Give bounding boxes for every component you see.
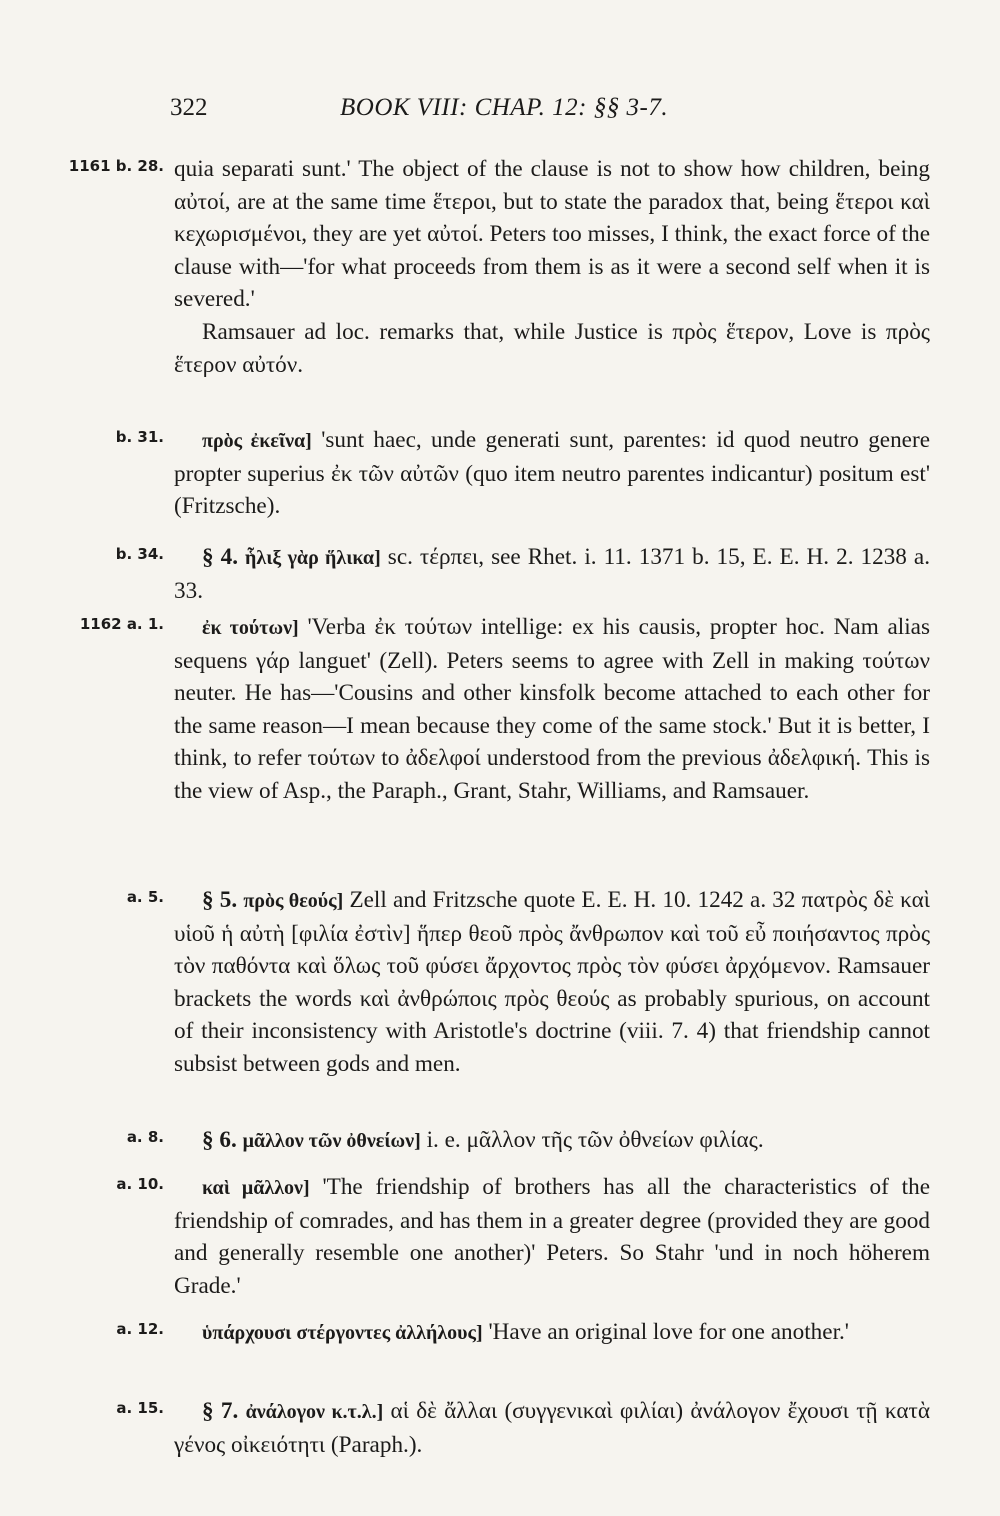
- note-body: [174, 1316, 930, 1350]
- section-mark: § 7.: [202, 1398, 239, 1424]
- lemma: πρὸς ἐκεῖνα]: [202, 430, 312, 452]
- note-body: [174, 153, 930, 381]
- line-reference: b. 34.: [115, 545, 164, 563]
- note-text: 'The friendship of brothers has all the characteristics of the friendship of comrades, and has them in a greater degree (provided they are good and generally resemble one another)' Peters. So Stahr 'und in noch höherem Grade.': [174, 1174, 931, 1299]
- note-paragraph: [174, 424, 930, 523]
- note-body: [174, 1171, 930, 1302]
- lemma: καὶ μᾶλλον]: [202, 1177, 310, 1199]
- section-mark: § 4.: [202, 544, 239, 570]
- lemma: ὑπάρχουσι στέργοντες ἀλλήλους]: [202, 1322, 483, 1344]
- note-paragraph: [174, 1395, 930, 1461]
- note-paragraph: Ramsauer ad loc. remarks that, while Justice is πρὸς ἕτερον, Love is πρὸς ἕτερον αὐτόν.: [174, 318, 930, 378]
- line-reference: 1162 a. 1.: [79, 615, 164, 633]
- note-text: 'sunt haec, unde generati sunt, parentes: id quod neutro genere propter superius ἐκ τῶν αὐτῶν (quo item neutro parentes indicantur) positum est' (Fritzsche).: [174, 427, 930, 520]
- note-text: Zell and Fritzsche quote E. E. H. 10. 1242 a. 32 πατρὸς δὲ καὶ υἱοῦ ἡ αὐτὴ [φιλία ἐστὶν] ἥπερ θεοῦ πρὸς ἄνθρωπον καὶ τοῦ εὖ ποιήσαντος πρὸς τὸν παθόντα καὶ ὅλως τοῦ φύσει ἄρχοντος πρὸς τὸν φύσει ἀρχόμενον. Ramsauer brackets the words καὶ ἀνθρώποις πρὸς θεούς as probably spurious, on account of their inconsistency with Aristotle's doctrine (viii. 7. 4) that friendship cannot subsist between gods and men.: [174, 887, 931, 1077]
- note-body: [174, 541, 930, 607]
- note-body: [174, 424, 930, 523]
- lemma: πρὸς θεούς]: [243, 890, 344, 912]
- lemma: ἧλιξ γὰρ ἥλικα]: [245, 547, 381, 569]
- line-reference: b. 31.: [115, 428, 164, 446]
- line-reference: a. 15.: [116, 1399, 164, 1417]
- note-body: [174, 1124, 930, 1158]
- note-paragraph: [174, 884, 930, 1081]
- note-text: αἱ δὲ ἄλλαι (συγγενικαὶ φιλίαι) ἀνάλογον ἔχουσι τῇ κατὰ γένος οἰκειότητι (Paraph.).: [174, 1398, 931, 1458]
- note-paragraph: [174, 541, 930, 607]
- note-text: i. e. μᾶλλον τῆς τῶν ὀθνείων φιλίας.: [426, 1127, 764, 1153]
- note-paragraph: quia separati sunt.' The object of the clause is not to show how children, being αὐτοί, are at the same time ἕτεροι, but to state the paradox that, being ἕτεροι καὶ κεχωρισμένοι, they are yet αὐτοί. Peters too misses, I think, the exact force of the clause with—'for what proceeds from them is as it were a second self when it is severed.': [174, 156, 930, 313]
- lemma: ἀνάλογον κ.τ.λ.]: [245, 1401, 384, 1423]
- lemma: μᾶλλον τῶν ὀθνείων]: [242, 1130, 421, 1152]
- note-paragraph: [174, 1316, 930, 1350]
- note-body: [174, 884, 930, 1081]
- running-title: BOOK VIII: CHAP. 12: §§ 3-7.: [340, 94, 669, 121]
- note-body: [174, 611, 930, 808]
- note-paragraph: [174, 611, 930, 808]
- line-reference: a. 10.: [116, 1175, 164, 1193]
- section-mark: § 6.: [202, 1127, 237, 1153]
- note-text: 'Have an original love for one another.': [488, 1319, 849, 1345]
- line-reference: a. 12.: [116, 1320, 164, 1338]
- note-paragraph: [174, 1124, 930, 1158]
- page-number: 322: [170, 94, 208, 121]
- running-header: [170, 94, 810, 134]
- line-reference: a. 5.: [126, 888, 164, 906]
- line-reference: 1161 b. 28.: [68, 157, 164, 175]
- lemma: ἐκ τούτων]: [202, 617, 299, 639]
- line-reference: a. 8.: [126, 1128, 164, 1146]
- note-paragraph: [174, 1171, 930, 1302]
- section-mark: § 5.: [202, 887, 238, 913]
- note-text: 'Verba ἐκ τούτων intellige: ex his causis, propter hoc. Nam alias sequens γάρ languet' (Zell). Peters seems to agree with Zell in making τούτων neuter. He has—'Cousins and other kinsfolk become attached to each other for the same reason—I mean because they come of the same stock.' But it is better, I think, to refer τούτων to ἀδελφοί understood from the previous ἀδελφική. This is the view of Asp., the Paraph., Grant, Stahr, Williams, and Ramsauer.: [174, 614, 930, 804]
- note-text: sc. τέρπει, see Rhet. i. 11. 1371 b. 15, E. E. H. 2. 1238 a. 33.: [174, 544, 930, 604]
- note-body: [174, 1395, 930, 1461]
